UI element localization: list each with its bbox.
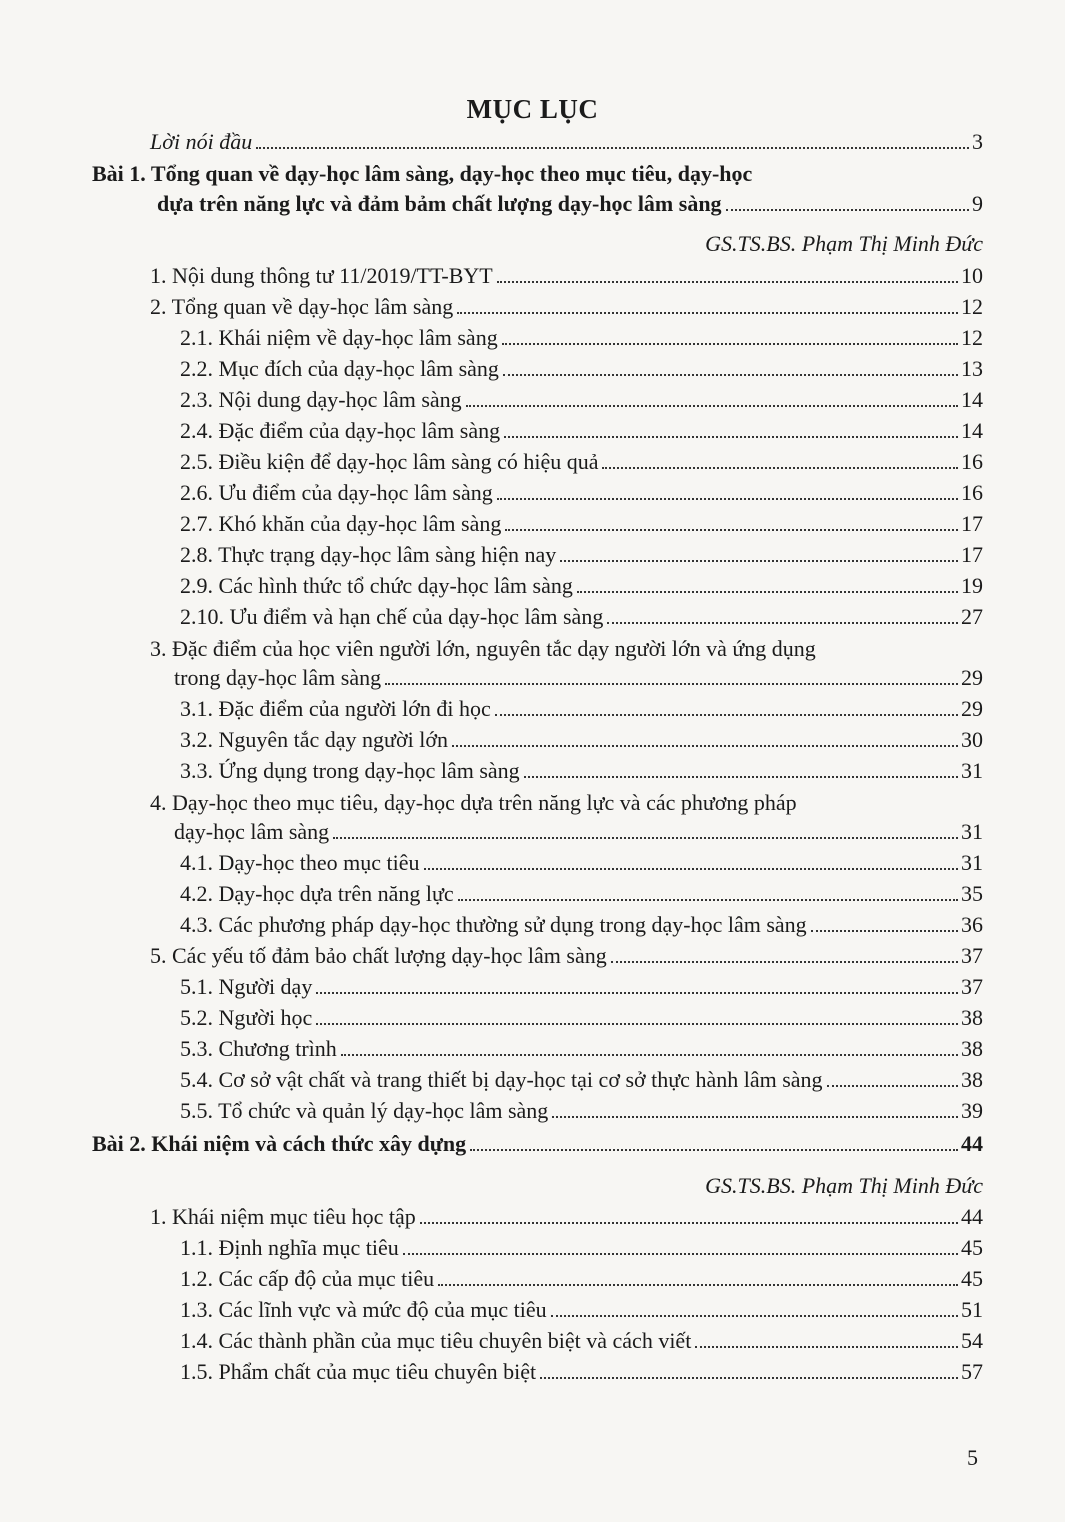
toc-entry-page: 31 — [961, 850, 983, 875]
leader-dots — [385, 683, 958, 685]
toc-entry — [180, 603, 983, 631]
leader-dots — [458, 899, 958, 901]
toc-entry-page: 9 — [972, 191, 983, 216]
leader-dots — [256, 147, 969, 149]
toc-entry-label: 2.4. Đặc điểm của dạy-học lâm sàng — [180, 418, 501, 443]
toc-entry-page: 39 — [961, 1098, 983, 1123]
toc-entry-page: 36 — [961, 912, 983, 937]
leader-dots — [457, 312, 958, 314]
toc-entry-page: 14 — [961, 387, 983, 412]
leader-dots — [403, 1253, 958, 1255]
toc-entry — [180, 1358, 983, 1386]
toc-entry-label: 3.3. Ứng dụng trong dạy-học lâm sàng — [180, 758, 520, 783]
toc-entry-label: 2.3. Nội dung dạy-học lâm sàng — [180, 387, 462, 412]
toc-entry — [180, 355, 983, 383]
leader-dots — [495, 714, 958, 716]
toc-entry-page: 45 — [961, 1266, 983, 1291]
toc-entry — [180, 510, 983, 538]
toc-entry-label: 2.8. Thực trạng dạy-học lâm sàng hiện nay — [180, 542, 557, 567]
toc-entry-page: 51 — [961, 1297, 983, 1322]
toc-entry-page: 13 — [961, 356, 983, 381]
toc-entry — [180, 880, 983, 908]
toc-entry — [174, 818, 983, 846]
toc-entry-page: 44 — [961, 1204, 983, 1229]
toc-entry-page: 31 — [961, 758, 983, 783]
toc-entry — [180, 324, 983, 352]
toc-entry-page: 29 — [961, 665, 983, 690]
toc-entry — [180, 1097, 983, 1125]
toc-entry-page: 31 — [961, 819, 983, 844]
toc-entry-page: 3 — [972, 129, 983, 154]
toc-entry-page: 12 — [961, 294, 983, 319]
toc-entry-page: 30 — [961, 727, 983, 752]
toc-entry-page: 16 — [961, 480, 983, 505]
toc-entry — [180, 1234, 983, 1262]
toc-entry-label: 1.1. Định nghĩa mục tiêu — [180, 1235, 399, 1260]
toc-entry — [180, 1035, 983, 1063]
toc-entry — [180, 572, 983, 600]
toc-entry-label: 2. Tổng quan về dạy-học lâm sàng — [150, 294, 454, 319]
leader-dots — [466, 405, 958, 407]
toc-section-3-title: 3. Đặc điểm của học viên người lớn, nguyên tắc dạy người lớn và ứng dụng — [150, 636, 816, 661]
toc-entry — [180, 1066, 983, 1094]
toc-entry-preface — [150, 128, 983, 156]
leader-dots — [540, 1377, 958, 1379]
leader-dots — [602, 467, 958, 469]
leader-dots — [577, 591, 958, 593]
toc-entry-page: 27 — [961, 604, 983, 629]
leader-dots — [333, 837, 958, 839]
toc-entry-label: 2.1. Khái niệm về dạy-học lâm sàng — [180, 325, 498, 350]
leader-dots — [726, 209, 969, 211]
toc-entry — [150, 293, 983, 321]
toc-entry — [180, 417, 983, 445]
leader-dots — [503, 374, 958, 376]
toc-entry-label: trong dạy-học lâm sàng — [174, 665, 382, 690]
toc-section-4-title: 4. Dạy-học theo mục tiêu, dạy-học dựa trên năng lực và các phương pháp — [150, 790, 797, 815]
toc-entry-label: 5.3. Chương trình — [180, 1036, 337, 1061]
toc-entry-label: 2.10. Ưu điểm và hạn chế của dạy-học lâm sàng — [180, 604, 604, 629]
toc-entry-page: 54 — [961, 1328, 983, 1353]
leader-dots — [560, 560, 958, 562]
leader-dots — [827, 1085, 958, 1087]
toc-entry-label: 1.4. Các thành phần của mục tiêu chuyên biệt và cách viết — [180, 1328, 692, 1353]
toc-entry — [180, 541, 983, 569]
toc-entry-page: 17 — [961, 542, 983, 567]
toc-entry-page: 57 — [961, 1359, 983, 1384]
toc-entry-label: 1.5. Phẩm chất của mục tiêu chuyên biệt — [180, 1359, 537, 1384]
leader-dots — [452, 745, 958, 747]
toc-entry — [150, 262, 983, 290]
toc-entry-label: 1.3. Các lĩnh vực và mức độ của mục tiêu — [180, 1297, 547, 1322]
toc-entry — [180, 479, 983, 507]
toc-entry — [180, 1004, 983, 1032]
toc-entry-page: 37 — [961, 974, 983, 999]
toc-entry — [180, 973, 983, 1001]
toc-entry-page: 19 — [961, 573, 983, 598]
leader-dots — [497, 281, 958, 283]
leader-dots — [341, 1054, 958, 1056]
leader-dots — [695, 1346, 958, 1348]
toc-entry-label: 2.7. Khó khăn của dạy-học lâm sàng — [180, 511, 502, 536]
toc-chapter-1 — [157, 190, 983, 218]
chapter-author: GS.TS.BS. Phạm Thị Minh Đức — [705, 1173, 983, 1198]
toc-entry-label: 5.5. Tổ chức và quản lý dạy-học lâm sàng — [180, 1098, 549, 1123]
toc-entry-label: 5.4. Cơ sở vật chất và trang thiết bị dạy-học tại cơ sở thực hành lâm sàng — [180, 1067, 823, 1092]
page-number: 5 — [967, 1445, 978, 1470]
toc-entry — [174, 664, 983, 692]
toc-entry — [180, 849, 983, 877]
leader-dots — [438, 1284, 958, 1286]
leader-dots — [316, 992, 958, 994]
toc-entry-page: 29 — [961, 696, 983, 721]
leader-dots — [424, 868, 959, 870]
toc-entry-label: 5.1. Người dạy — [180, 974, 313, 999]
toc-entry — [180, 448, 983, 476]
leader-dots — [551, 1315, 958, 1317]
leader-dots — [607, 622, 958, 624]
leader-dots — [316, 1023, 958, 1025]
toc-entry — [180, 695, 983, 723]
toc-entry-label: 2.9. Các hình thức tổ chức dạy-học lâm sàng — [180, 573, 573, 598]
leader-dots — [524, 776, 958, 778]
toc-entry-label: 2.6. Ưu điểm của dạy-học lâm sàng — [180, 480, 493, 505]
toc-entry-label: 2.5. Điều kiện để dạy-học lâm sàng có hiệu quả — [180, 449, 599, 474]
leader-dots — [504, 436, 958, 438]
leader-dots — [470, 1149, 958, 1151]
page-title: MỤC LỤC — [466, 94, 599, 124]
toc-entry — [180, 911, 983, 939]
toc-entry-label: 4.2. Dạy-học dựa trên năng lực — [180, 881, 454, 906]
leader-dots — [505, 529, 958, 531]
toc-entry-label: 1. Nội dung thông tư 11/2019/TT-BYT — [150, 263, 493, 288]
toc-entry — [180, 1265, 983, 1293]
toc-entry-page: 10 — [961, 263, 983, 288]
toc-entry — [150, 1203, 983, 1231]
toc-entry — [180, 1327, 983, 1355]
toc-entry-label: 1.2. Các cấp độ của mục tiêu — [180, 1266, 435, 1291]
leader-dots — [552, 1116, 958, 1118]
toc-entry-label: Bài 2. Khái niệm và cách thức xây dựng — [92, 1131, 467, 1156]
leader-dots — [611, 961, 958, 963]
toc-entry — [150, 942, 983, 970]
toc-entry-label: 4.3. Các phương pháp dạy-học thường sử dụng trong dạy-học lâm sàng — [180, 912, 807, 937]
toc-entry-label: 2.2. Mục đích của dạy-học lâm sàng — [180, 356, 499, 381]
toc-chapter-2 — [92, 1130, 983, 1158]
toc-entry — [180, 757, 983, 785]
toc-entry-label: dạy-học lâm sàng — [174, 819, 330, 844]
toc-entry-label: 3.2. Nguyên tắc dạy người lớn — [180, 727, 448, 752]
toc-entry-page: 44 — [961, 1131, 983, 1156]
toc-entry-page: 45 — [961, 1235, 983, 1260]
toc-entry-label: dựa trên năng lực và đảm bảm chất lượng dạy-học lâm sàng — [157, 191, 722, 216]
toc-entry — [180, 1296, 983, 1324]
toc-entry-label: 5.2. Người học — [180, 1005, 313, 1030]
toc-entry-page: 37 — [961, 943, 983, 968]
toc-entry-page: 38 — [961, 1067, 983, 1092]
toc-entry-page: 14 — [961, 418, 983, 443]
toc-chapter-1-title: Bài 1. Tổng quan về dạy-học lâm sàng, dạy-học theo mục tiêu, dạy-học — [92, 161, 753, 186]
toc-entry-page: 16 — [961, 449, 983, 474]
toc-entry-page: 35 — [961, 881, 983, 906]
toc-entry-label: 5. Các yếu tố đảm bảo chất lượng dạy-học lâm sàng — [150, 943, 607, 968]
toc-entry — [180, 386, 983, 414]
toc-entry-page: 12 — [961, 325, 983, 350]
leader-dots — [420, 1222, 958, 1224]
leader-dots — [497, 498, 958, 500]
toc-entry-label: Lời nói đầu — [150, 129, 253, 154]
chapter-author: GS.TS.BS. Phạm Thị Minh Đức — [705, 231, 983, 256]
toc-entry-page: 38 — [961, 1005, 983, 1030]
toc-entry-label: 3.1. Đặc điểm của người lớn đi học — [180, 696, 491, 721]
leader-dots — [502, 343, 958, 345]
toc-entry-page: 38 — [961, 1036, 983, 1061]
toc-entry — [180, 726, 983, 754]
toc-entry-label: 1. Khái niệm mục tiêu học tập — [150, 1204, 416, 1229]
leader-dots — [811, 930, 958, 932]
toc-entry-label: 4.1. Dạy-học theo mục tiêu — [180, 850, 420, 875]
toc-entry-page: 17 — [961, 511, 983, 536]
